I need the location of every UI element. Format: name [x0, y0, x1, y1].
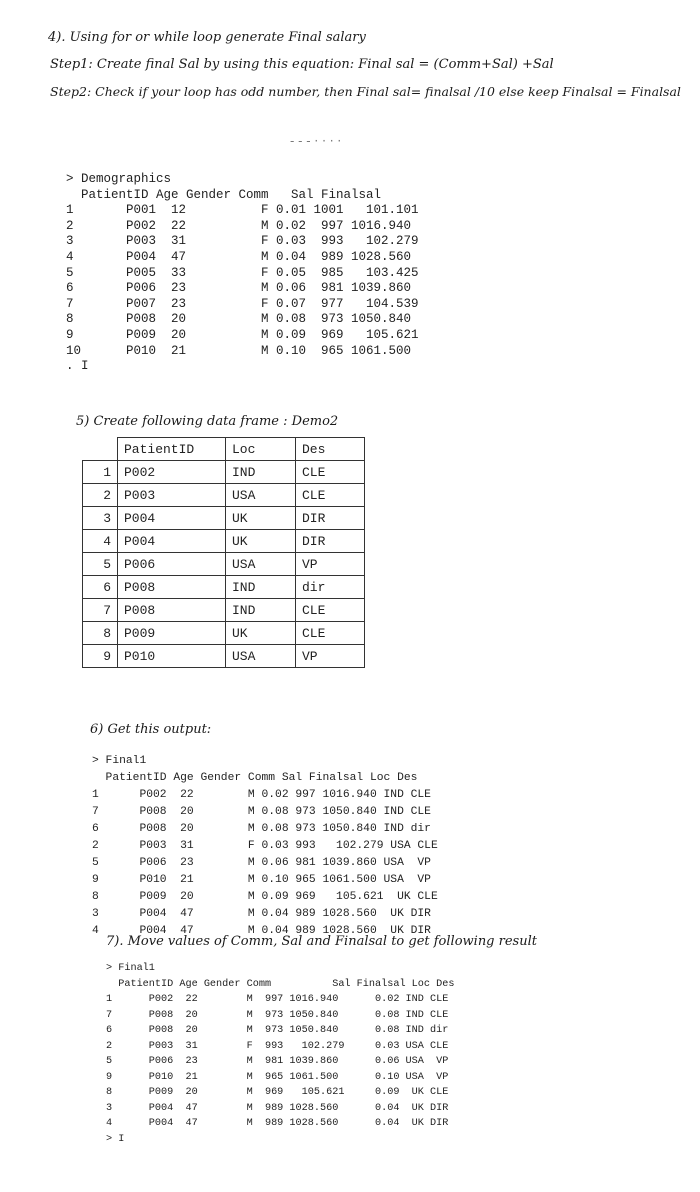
- q4-step1: Step1: Create final Sal by using this equation: Final sal = (Comm+Sal) +Sal: [50, 57, 554, 72]
- table-row: 9 P010 21 M 965 1061.500 0.10 USA VP: [106, 1071, 449, 1083]
- table-row: 3 P004 UK DIR: [83, 507, 365, 530]
- table-row: 7 P008 20 M 973 1050.840 0.08 IND CLE: [106, 1009, 449, 1021]
- table-row: 5 P006 23 M 0.06 981 1039.860 USA VP: [92, 857, 431, 869]
- q7-title: 7). Move values of Comm, Sal and Finalsal to get following result: [106, 934, 537, 949]
- q4-step2: Step2: Check if your loop has odd number, then Final sal= finalsal /10 else keep Finalsal = Finalsal: [50, 84, 681, 99]
- console-prompt: > Demographics: [66, 172, 172, 186]
- table-row: 2 P003 USA CLE: [83, 484, 365, 507]
- table-row: 5 P006 23 M 981 1039.860 0.06 USA VP: [106, 1056, 449, 1067]
- demo2-table: [82, 437, 365, 668]
- demographics-output: [66, 172, 419, 375]
- table-row: 7 P008 IND CLE: [83, 599, 365, 622]
- table-row: 1 P002 22 M 0.02 997 1016.940 IND CLE: [92, 789, 431, 801]
- table-row: 8 P008 20 M 0.08 973 1050.840: [66, 312, 412, 327]
- final1-output: [92, 753, 438, 940]
- table-row: 3 P004 47 M 0.04 989 1028.560 UK DIR: [92, 908, 431, 920]
- table-row: 1 P002 22 M 997 1016.940 0.02 IND CLE: [106, 994, 449, 1005]
- table-row: 6 P008 IND dir: [83, 576, 365, 599]
- table-row: 1 P002 IND CLE: [83, 461, 365, 484]
- table-row: 6 P006 23 M 0.06 981 1039.860: [66, 281, 412, 296]
- divider-marks: - - - · · · ·: [290, 134, 342, 148]
- table-row: 2 P003 31 F 993 102.279 0.03 USA CLE: [106, 1040, 449, 1052]
- table-row: 2 P003 31 F 0.03 993 102.279 USA CLE: [92, 840, 438, 852]
- table-row: 8 P009 UK CLE: [83, 622, 365, 645]
- q4-title: 4). Using for or while loop generate Final salary: [48, 30, 366, 45]
- table-row: 1 P001 12 F 0.01 1001 101.101: [66, 203, 419, 218]
- table-row: 7 P008 20 M 0.08 973 1050.840 IND CLE: [92, 806, 431, 818]
- table-row: 8 P009 20 M 969 105.621 0.09 UK CLE: [106, 1087, 449, 1098]
- table-row: 6 P008 20 M 0.08 973 1050.840 IND dir: [92, 823, 431, 835]
- table-row: 3 P003 31 F 0.03 993 102.279: [66, 234, 419, 249]
- q5-title: 5) Create following data frame : Demo2: [76, 414, 339, 429]
- table-row: 2 P002 22 M 0.02 997 1016.940: [66, 218, 412, 233]
- table-row: 10 P010 21 M 0.10 965 1061.500: [66, 343, 412, 358]
- table-header: PatientID Age Gender Comm Sal Finalsal Loc Des: [92, 772, 418, 784]
- column-header: PatientID: [118, 438, 226, 461]
- table-row: 4 P004 47 M 0.04 989 1028.560 UK DIR: [92, 925, 431, 937]
- table-row: 5 P005 33 F 0.05 985 103.425: [66, 265, 419, 280]
- table-row: 9 P010 USA VP: [83, 645, 365, 668]
- column-header: Loc: [226, 438, 296, 461]
- q6-title: 6) Get this output:: [90, 722, 212, 737]
- table-row: 6 P008 20 M 973 1050.840 0.08 IND dir: [106, 1025, 449, 1036]
- console-prompt: > Final1: [92, 755, 147, 767]
- console-cursor: > I: [106, 1133, 125, 1145]
- table-header: PatientID Age Gender Comm Sal Finalsal: [66, 187, 382, 202]
- column-header: Des: [296, 438, 365, 461]
- table-row: 3 P004 47 M 989 1028.560 0.04 UK DIR: [106, 1102, 449, 1114]
- console-cursor: . I: [66, 359, 89, 374]
- table-row: 4 P004 47 M 0.04 989 1028.560: [66, 249, 412, 264]
- table-row: 8 P009 20 M 0.09 969 105.621 UK CLE: [92, 891, 438, 903]
- table-row: 9 P009 20 M 0.09 969 105.621: [66, 327, 419, 342]
- table-row: 4 P004 47 M 989 1028.560 0.04 UK DIR: [106, 1118, 449, 1129]
- table-row: 5 P006 USA VP: [83, 553, 365, 576]
- table-header: PatientID Age Gender Comm Sal Finalsal Loc Des: [106, 978, 455, 990]
- table-row: 9 P010 21 M 0.10 965 1061.500 USA VP: [92, 874, 431, 886]
- final2-output: [106, 961, 454, 1147]
- table-row: 4 P004 UK DIR: [83, 530, 365, 553]
- table-row: 7 P007 23 F 0.07 977 104.539: [66, 296, 419, 311]
- console-prompt: > Final1: [106, 963, 155, 974]
